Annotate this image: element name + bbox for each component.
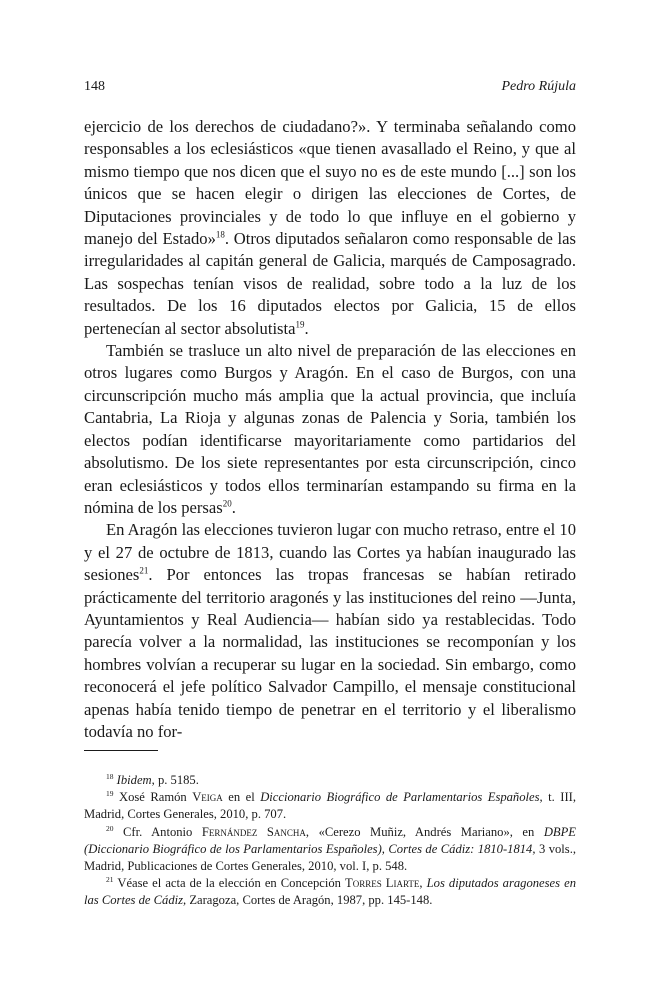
footnote-author-surname: Torres Liarte xyxy=(345,876,420,891)
running-head-author: Pedro Rújula xyxy=(501,79,576,94)
footnote-20 xyxy=(84,824,576,876)
footnote-19 xyxy=(84,789,576,823)
footnote-author-surname: Veiga xyxy=(192,790,223,805)
footnote-text: Zaragoza, Cortes de Aragón, 1987, pp. 145-148. xyxy=(186,893,433,908)
footnote-text: 3 vols., Madrid, Publicaciones de Cortes Generales, 2010, vol. I, p. 548. xyxy=(84,841,577,874)
body-text xyxy=(84,116,576,743)
footnote-text: Cfr. Antonio xyxy=(123,824,202,839)
footnote-text: en el xyxy=(222,790,261,805)
footnote-italic: Ibidem xyxy=(116,773,152,787)
footnote-italic: Los diputados aragoneses en las Cortes de Cádiz, xyxy=(84,876,576,908)
page-header xyxy=(84,79,576,99)
text-run: . xyxy=(231,497,236,517)
text-run: . xyxy=(304,318,309,338)
footnote-text: Véase el acta de la elección en Concepción xyxy=(117,876,345,891)
footnote-text: , «Cerezo Muñiz, Andrés Mariano», en xyxy=(305,824,544,839)
footnote-italic: Diccionario Biográfico de Parlamentarios Españoles, xyxy=(260,790,543,805)
footnote-ref: 21 xyxy=(139,565,149,576)
footnote-text: t. III, Madrid, Cortes Generales, 2010, p. 707. xyxy=(84,790,576,822)
footnote-ref: 20 xyxy=(222,498,232,509)
footnote-ref: 19 xyxy=(295,319,305,330)
footnote-ref: 18 xyxy=(215,229,225,240)
footnote-text: , p. 5185. xyxy=(151,773,199,787)
text-run: . Otros diputados señalaron como responsable de las irregularidades al capitán general de Galicia, marqués de Camposagrado. Las sospechas tenían visos de realidad, sobre todo a la luz de los resultados. De los 16 diputados electos por Galicia, 15 de ellos pertenecían al sector absolutista xyxy=(84,229,576,338)
text-run: También se trasluce un alto nivel de preparación de las elecciones en otros lugares como Burgos y Aragón. En el caso de Burgos, con una circunscripción mucho más amplia que la actual provincia, que incluía Cantabria, La Rioja y algunas zonas de Palencia y Soria, también los electos podían identificarse mayoritariamente como partidarios del absolutismo. De los siete representantes por esta circunscripción, cinco eran eclesiásticos y todos ellos terminarían estampando su firma en la nómina de los persas xyxy=(84,341,576,517)
page-number: 148 xyxy=(84,79,105,94)
text-run: ejercicio de los derechos de ciudadano?». Y terminaba señalando como responsables a los eclesiásticos «que tienen avasallado el Reino, y que al mismo tiempo que nos dicen que el suyo no es de este mundo [...] son los únicos que se hacen elegir o dirigen las elecciones de Cortes, de Diputaciones provinciales y de todo lo que influye en el gobierno y manejo del Estado» xyxy=(84,117,576,249)
footnote-text: Xosé Ramón xyxy=(118,790,193,805)
footnote-italic: DBPE (Diccionario Biográfico de los Parlamentarios Españoles), Cortes de Cádiz: 1810-1814, xyxy=(84,824,576,856)
footnote-author-surname: Fernández Sancha xyxy=(201,824,306,839)
footnote-18 xyxy=(84,772,576,789)
footnote-21 xyxy=(84,875,576,909)
text-run: . Por entonces las tropas francesas se habían retirado prácticamente del territorio aragonés y las instituciones del reino —Junta, Ayuntamientos y Real Audiencia— habían sido ya restablecidas. Todo parecía volver a la normalidad, las instituciones se recomponían y los hombres volvían a recuperar su lugar en la sociedad. Sin embargo, como reconocerá el jefe político Salvador Campillo, el mensaje constitucional apenas había tenido tiempo de penetrar en el territorio y el liberalismo todavía no for- xyxy=(84,565,576,741)
footnotes xyxy=(84,772,576,910)
footnote-separator xyxy=(84,750,158,751)
footnote-number: 18 xyxy=(106,771,114,781)
footnote-number: 21 xyxy=(106,875,114,885)
text-run: En Aragón las elecciones tuvieron lugar con mucho retraso, entre el 10 y el 27 de octubre de 1813, cuando las Cortes ya habían inaugurado las sesiones xyxy=(84,520,576,585)
paragraph-2 xyxy=(84,340,576,519)
footnote-number: 20 xyxy=(106,823,114,833)
paragraph-1 xyxy=(84,116,576,340)
footnote-text: , xyxy=(419,876,427,891)
footnote-number: 19 xyxy=(106,789,114,799)
paragraph-3 xyxy=(84,519,576,743)
